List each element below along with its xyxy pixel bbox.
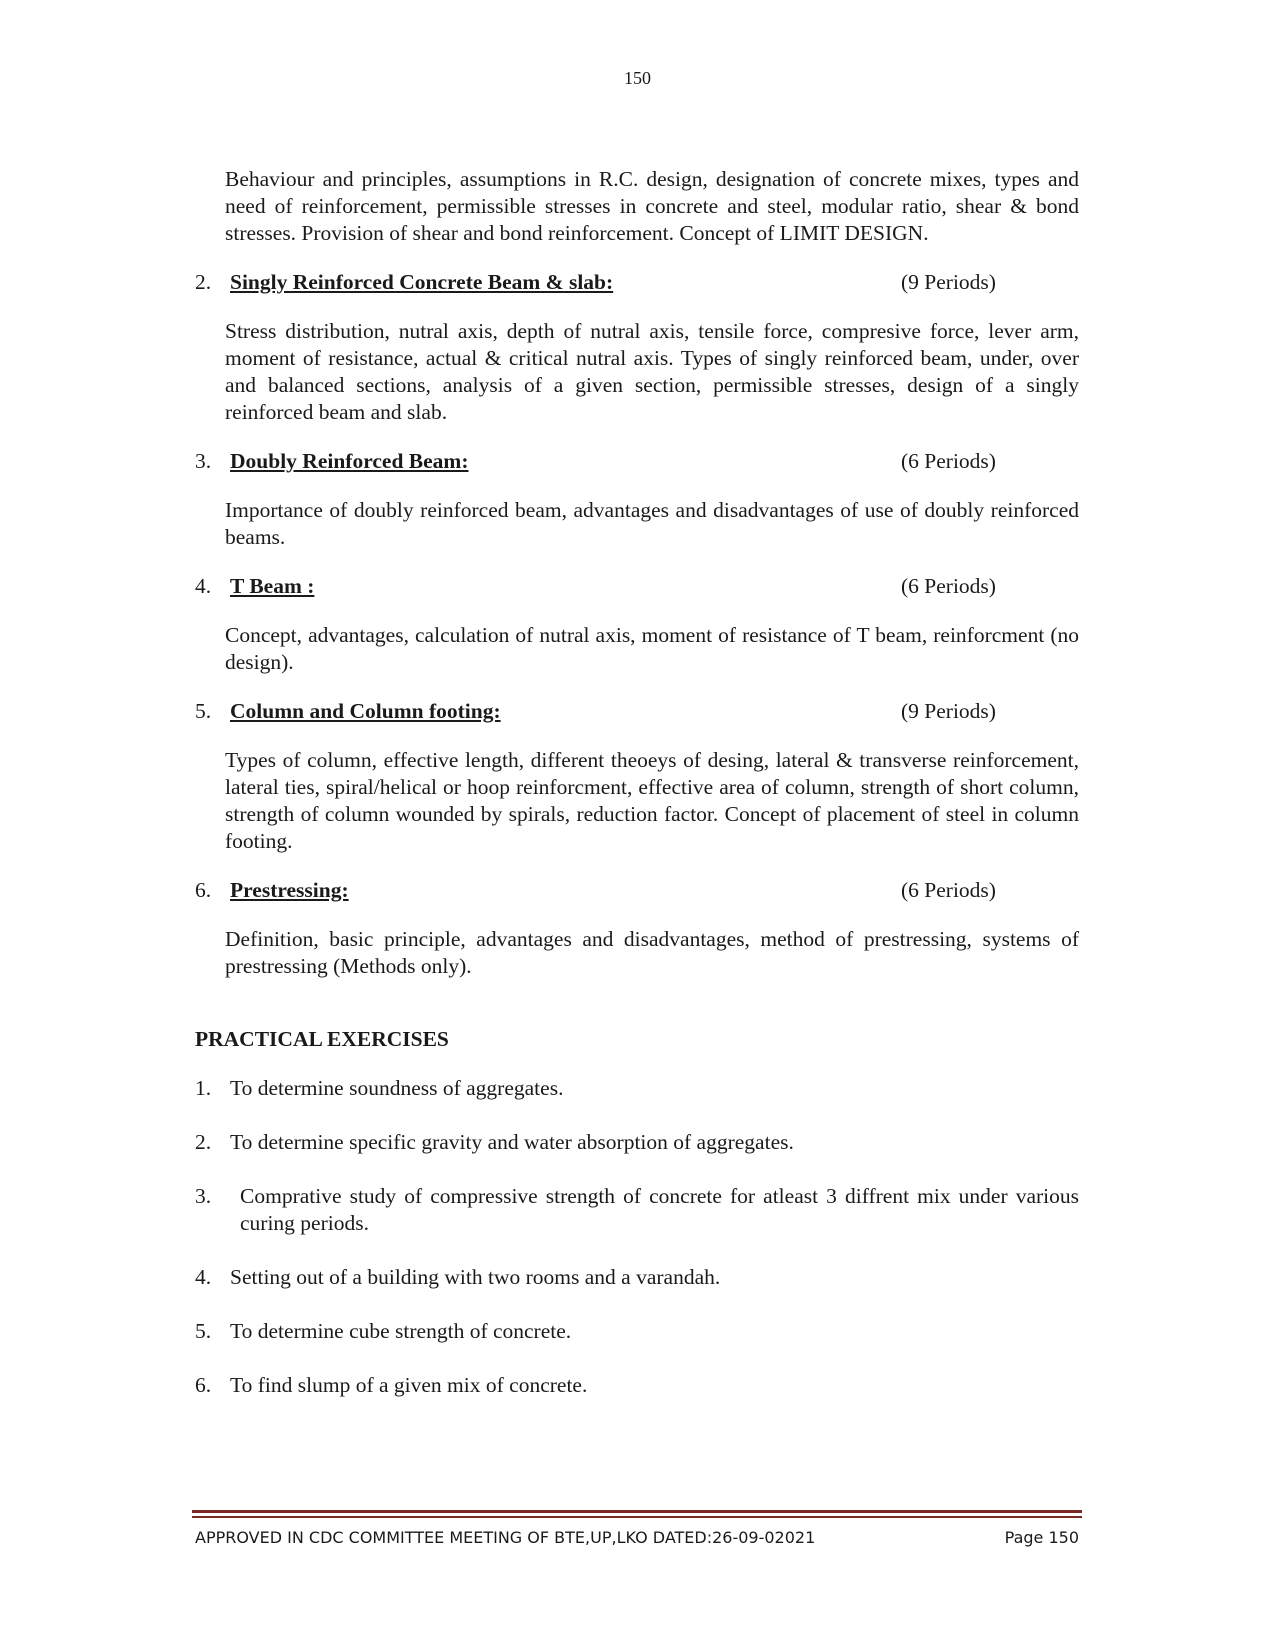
section-title: Prestressing:	[230, 878, 349, 902]
section-2	[195, 269, 1079, 426]
list-item	[195, 1183, 1079, 1237]
practical-exercises-list	[195, 1075, 1079, 1399]
page-footer	[195, 1528, 1079, 1547]
footer-divider	[192, 1510, 1082, 1513]
section-body: Stress distribution, nutral axis, depth of nutral axis, tensile force, compresive force, lever arm, moment of resistance, actual & critical nutral axis. Types of singly reinforced beam, under, over and balanced sections, analysis of a given section, permissible stresses, design of a singly reinforced beam and slab.	[225, 319, 1079, 424]
section-6	[195, 877, 1079, 980]
item-number: 3.	[195, 1184, 212, 1208]
item-number: 2.	[195, 1130, 212, 1154]
list-item	[195, 1264, 1079, 1291]
footer-divider-thin	[192, 1516, 1082, 1518]
section-title: T Beam :	[230, 574, 315, 598]
intro-paragraph: Behaviour and principles, assumptions in R.C. design, designation of concrete mixes, types and need of reinforcement, permissible stresses in concrete and steel, modular ratio, shear & bond stresses. Provision of shear and bond reinforcement. Concept of LIMIT DESIGN.	[225, 167, 1079, 245]
section-5	[195, 698, 1079, 855]
section-number: 3.	[195, 449, 212, 473]
section-periods: (9 Periods)	[901, 270, 996, 294]
section-heading	[195, 448, 1079, 475]
section-number: 6.	[195, 878, 212, 902]
section-title: Column and Column footing:	[230, 699, 501, 723]
section-heading	[195, 698, 1079, 725]
section-body: Definition, basic principle, advantages and disadvantages, method of prestressing, systems of prestressing (Methods only).	[225, 927, 1079, 978]
section-4	[195, 573, 1079, 676]
section-title: Doubly Reinforced Beam:	[230, 449, 469, 473]
section-body: Concept, advantages, calculation of nutral axis, moment of resistance of T beam, reinforcment (no design).	[225, 623, 1079, 674]
item-text: To determine cube strength of concrete.	[230, 1319, 572, 1343]
section-periods: (6 Periods)	[901, 449, 996, 473]
item-text: To find slump of a given mix of concrete.	[230, 1373, 588, 1397]
item-number: 4.	[195, 1265, 212, 1289]
section-number: 2.	[195, 270, 212, 294]
item-number: 5.	[195, 1319, 212, 1343]
page-number: 150	[624, 68, 651, 88]
footer-page-label: Page 150	[1004, 1528, 1079, 1547]
section-heading	[195, 269, 1079, 296]
list-item	[195, 1372, 1079, 1399]
item-text: To determine specific gravity and water absorption of aggregates.	[230, 1130, 794, 1154]
section-number: 5.	[195, 699, 212, 723]
footer-approval-text: APPROVED IN CDC COMMITTEE MEETING OF BTE,UP,LKO DATED:26-09-02021	[195, 1528, 816, 1547]
section-body: Importance of doubly reinforced beam, advantages and disadvantages of use of doubly reinforced beams.	[225, 498, 1079, 549]
section-heading	[195, 573, 1079, 600]
section-number: 4.	[195, 574, 212, 598]
document-body	[195, 166, 1079, 1426]
item-number: 1.	[195, 1076, 212, 1100]
list-item	[195, 1318, 1079, 1345]
practical-exercises-heading: PRACTICAL EXERCISES	[195, 1027, 449, 1051]
item-text: Setting out of a building with two rooms and a varandah.	[230, 1265, 721, 1289]
section-3	[195, 448, 1079, 551]
section-periods: (6 Periods)	[901, 878, 996, 902]
item-text: Comprative study of compressive strength of concrete for atleast 3 diffrent mix under various curing periods.	[240, 1184, 1079, 1235]
list-item	[195, 1075, 1079, 1102]
item-number: 6.	[195, 1373, 212, 1397]
section-title: Singly Reinforced Concrete Beam & slab:	[230, 270, 614, 294]
section-periods: (9 Periods)	[901, 699, 996, 723]
section-heading	[195, 877, 1079, 904]
section-periods: (6 Periods)	[901, 574, 996, 598]
list-item	[195, 1129, 1079, 1156]
section-body: Types of column, effective length, different theoeys of desing, lateral & transverse reinforcement, lateral ties, spiral/helical or hoop reinforcment, effective area of column, strength of short column, strength of column wounded by spirals, reduction factor. Concept of placement of steel in column footing.	[225, 748, 1079, 853]
item-text: To determine soundness of aggregates.	[230, 1076, 564, 1100]
